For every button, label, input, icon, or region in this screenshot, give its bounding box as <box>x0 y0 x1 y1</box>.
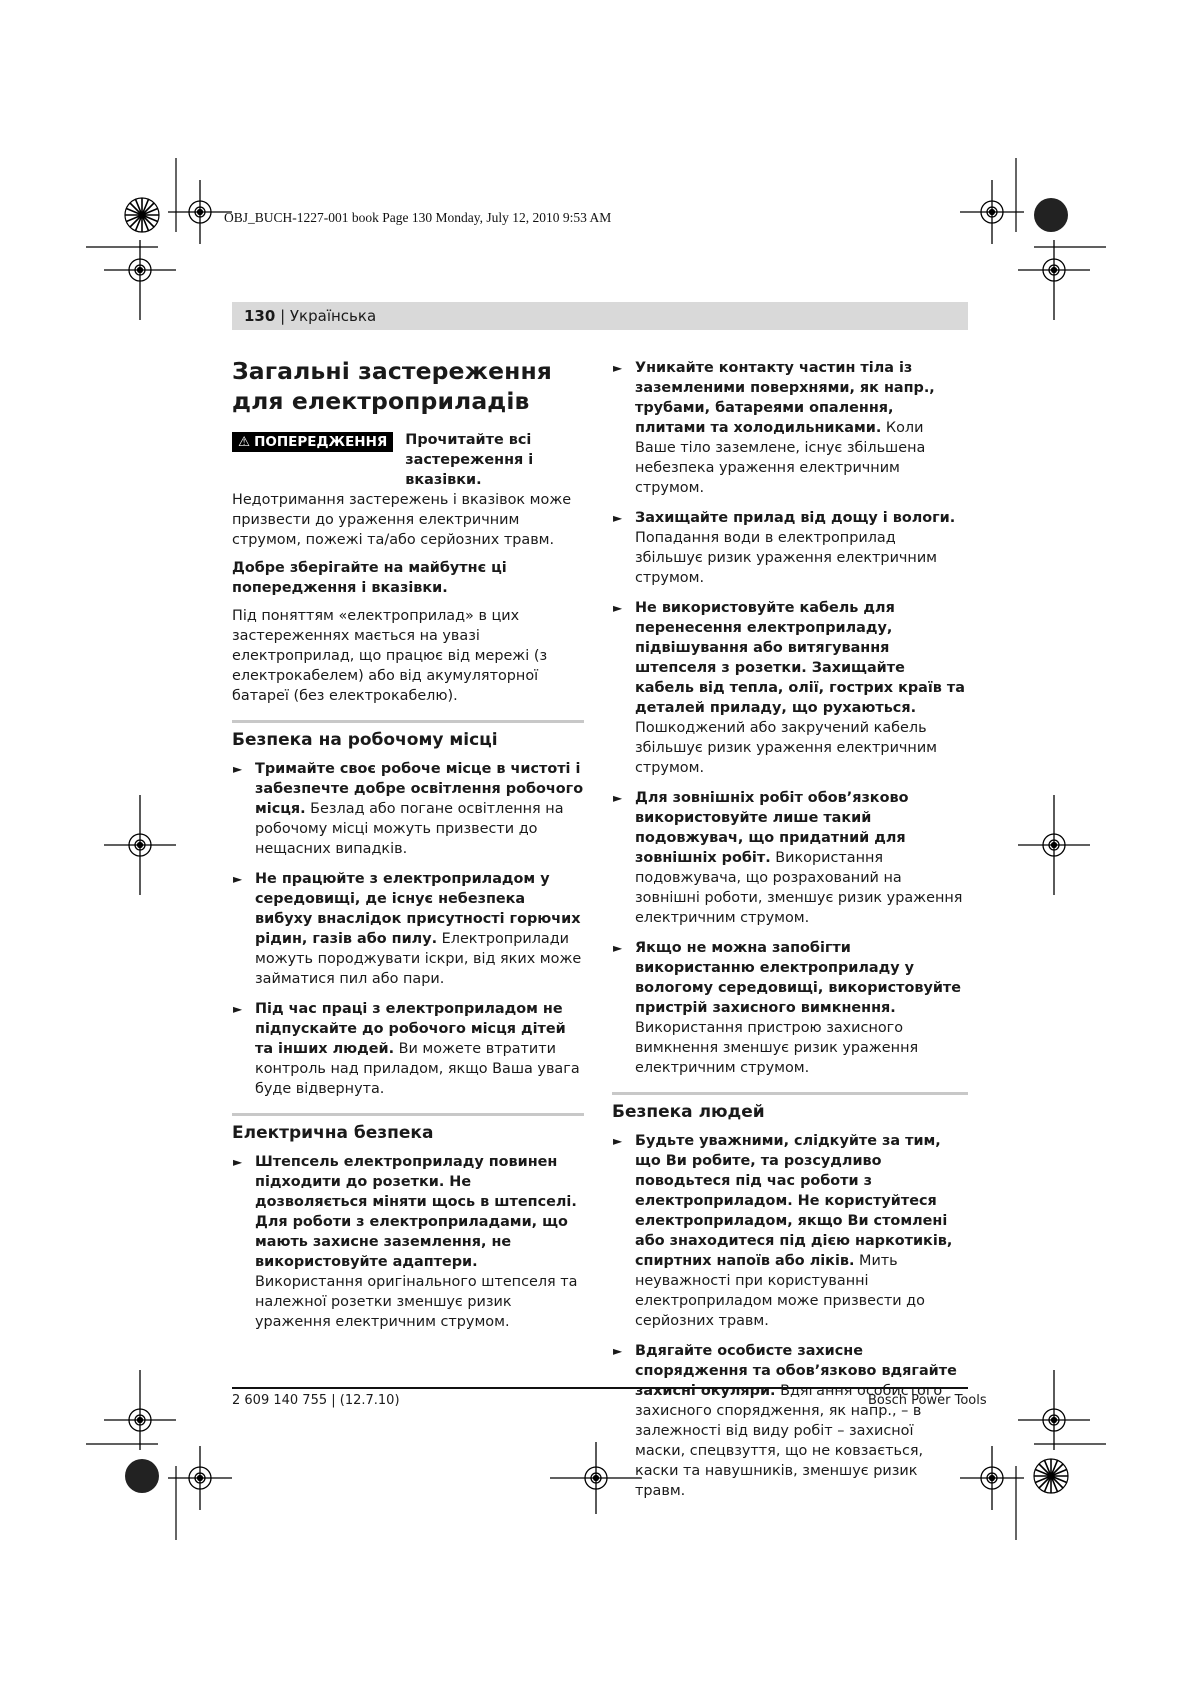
footer-doc-number: 2 609 140 755 | (12.7.10) <box>232 1393 400 1408</box>
personal-list <box>612 1131 987 1501</box>
item-bold: Будьте уважними, слідкуйте за тим, що Ви робите, та розсудливо поводьтеся під час роботи з електроприладом. Не користуйтеся електроприладом, якщо Ви стомлені або знаходитеся під дією наркотиків, спиртних напоїв або ліків. <box>635 1133 953 1269</box>
warning-text: Недотримання застережень і вказівок може призвести до ураження електричним струмом, пожежі та/або серйозних травм. <box>232 492 572 548</box>
warning-badge <box>232 432 393 452</box>
electrical-list-continued <box>612 358 968 1078</box>
bullet-triangle-icon: ► <box>613 791 623 805</box>
warning-block <box>232 430 584 490</box>
list-item <box>232 869 584 989</box>
item-bold: Під час праці з електроприладом не підпускайте до робочого місця дітей та інших людей. <box>255 1001 566 1057</box>
bullet-triangle-icon: ► <box>233 872 243 886</box>
warning-triangle-icon: ⚠ <box>238 434 251 450</box>
item-bold: Уникайте контакту частин тіла із заземленими поверхнями, як напр., трубами, батареями опалення, плитами та холодильниками. <box>635 360 935 436</box>
list-item <box>612 1341 987 1501</box>
workplace-list <box>232 759 584 1099</box>
item-text: Використання оригінального штепселя та належної розетки зменшує ризик ураження електричним струмом. <box>255 1274 578 1330</box>
list-item <box>612 598 968 778</box>
item-bold: Якщо не можна запобігти використанню електроприладу у вологому середовищі, використовуйте пристрій захисного вимкнення. <box>635 940 962 1016</box>
bullet-triangle-icon: ► <box>233 762 243 776</box>
page-header <box>232 302 968 330</box>
item-bold: Вдягайте особисте захисне спорядження та обов’язково вдягайте захисні окуляри. <box>635 1343 957 1399</box>
item-bold: Не працюйте з електроприладом у середовищі, де існує небезпека вибуху внаслідок присутності горючих рідин, газів або пилу. <box>255 871 581 947</box>
section-title-personal: Безпека людей <box>612 1102 765 1122</box>
list-item <box>612 938 968 1078</box>
item-text: Безлад або погане освітлення на робочому місці можуть призвести до нещасних випадків. <box>255 801 564 857</box>
item-text: Коли Ваше тіло заземлене, існує збільшена небезпека ураження електричним струмом. <box>635 420 926 496</box>
item-text: Використання пристрою захисного вимкнення зменшує ризик ураження електричним струмом. <box>635 1020 919 1076</box>
item-text: Використання подовжувача, що розрахований на зовнішні роботи, зменшує ризик ураження електричним струмом. <box>635 850 963 926</box>
item-text: Електроприлади можуть породжувати іскри, від яких може займатися пил або пари. <box>255 931 582 987</box>
section-title-workplace: Безпека на робочому місці <box>232 730 498 750</box>
keep-instructions: Добре зберігайте на майбутнє ці попередження і вказівки. <box>232 560 507 596</box>
bullet-triangle-icon: ► <box>233 1002 243 1016</box>
left-column <box>232 356 584 1342</box>
warning-lead: Прочитайте всі застереження і вказівки. <box>405 432 534 488</box>
footer-brand: Bosch Power Tools <box>868 1393 987 1408</box>
item-text: Ви можете втратити контроль над приладом, якщо Ваша увага буде відвернута. <box>255 1041 580 1097</box>
item-text: Мить неуважності при користуванні електроприладом може призвести до серйозних травм. <box>635 1253 925 1329</box>
list-item <box>612 1131 968 1331</box>
list-item <box>232 759 584 859</box>
item-text: Пошкоджений або закручений кабель збільшує ризик ураження електричним струмом. <box>635 720 938 776</box>
page-number: 130 <box>244 307 276 325</box>
header-separator: | <box>275 307 290 325</box>
bullet-triangle-icon: ► <box>613 511 623 525</box>
list-item <box>612 788 968 928</box>
list-item <box>232 1152 584 1332</box>
footer-rule <box>232 1387 968 1389</box>
item-text: Вдягання особистого захисного спорядження, як напр., – в залежності від виду робіт – захисної маски, спецвзуття, що не ковзається, каски та навушників, зменшує ризик травм. <box>635 1383 943 1499</box>
print-slug-line: OBJ_BUCH-1227-001 book Page 130 Monday, July 12, 2010 9:53 AM <box>224 210 612 225</box>
electrical-list <box>232 1152 584 1332</box>
page-title: Загальні застереження для електроприладів <box>232 357 552 415</box>
item-bold: Тримайте своє робоче місце в чистоті і забезпечте добре освітлення робочого місця. <box>255 761 584 817</box>
warning-badge-label: ПОПЕРЕДЖЕННЯ <box>254 434 388 450</box>
list-item <box>612 508 968 588</box>
section-title-electrical: Електрична безпека <box>232 1123 434 1143</box>
bullet-triangle-icon: ► <box>233 1155 243 1169</box>
header-language: Українська <box>289 307 377 325</box>
bullet-triangle-icon: ► <box>613 941 623 955</box>
definition-paragraph: Під поняттям «електроприлад» в цих застереженнях мається на увазі електроприлад, що працює від мережі (з електрокабелем) або від акумуляторної батареї (без електрокабелю). <box>232 608 548 704</box>
list-item <box>232 999 584 1099</box>
item-text: Попадання води в електроприлад збільшує ризик ураження електричним струмом. <box>635 530 938 586</box>
item-bold: Для зовнішніх робіт обов’язково використовуйте лише такий подовжувач, що придатний для зовнішніх робіт. <box>635 790 909 866</box>
item-bold: Штепсель електроприладу повинен підходити до розетки. Не дозволяється міняти щось в штепселі. Для роботи з електроприладами, що мають захисне заземлення, не використовуйте адаптери. <box>255 1154 577 1270</box>
item-bold: Захищайте прилад від дощу і вологи. <box>635 510 956 526</box>
bullet-triangle-icon: ► <box>613 361 623 375</box>
bullet-triangle-icon: ► <box>613 1134 623 1148</box>
bullet-triangle-icon: ► <box>613 1344 623 1358</box>
item-bold: Не використовуйте кабель для перенесення електроприладу, підвішування або витягування штепселя з розетки. Захищайте кабель від тепла, олії, гострих країв та деталей приладу, що рухаються. <box>635 600 965 716</box>
bullet-triangle-icon: ► <box>613 601 623 615</box>
list-item <box>612 358 968 498</box>
right-column <box>612 358 987 1511</box>
